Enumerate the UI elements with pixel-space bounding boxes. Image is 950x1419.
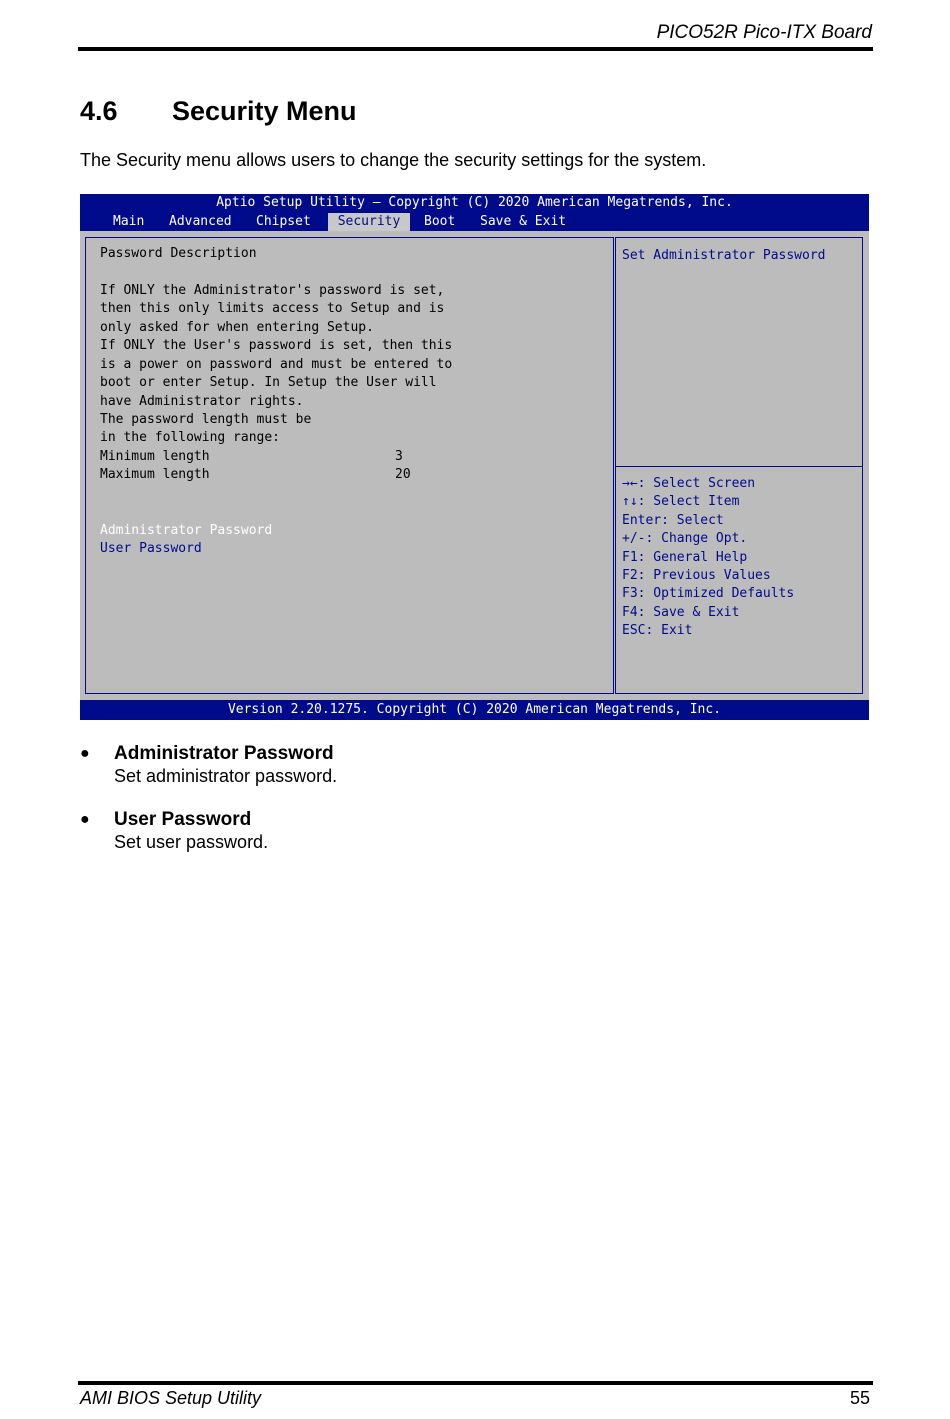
max-length-label: Maximum length — [100, 467, 210, 482]
bios-screenshot — [80, 194, 869, 720]
bullet-description: Set administrator password. — [114, 766, 338, 786]
bios-title-bar: Aptio Setup Utility – Copyright (C) 2020 American Megatrends, Inc. — [216, 195, 733, 210]
min-length-label: Minimum length — [100, 449, 210, 464]
desc-line: If ONLY the Administrator's password is set, — [100, 283, 445, 298]
running-header: PICO52R Pico-ITX Board — [656, 22, 872, 43]
key-hint: Enter: Select — [622, 513, 724, 528]
bios-help-panel — [615, 237, 863, 694]
key-hint: →←: Select Screen — [622, 476, 756, 491]
tab-save-exit[interactable]: Save & Exit — [480, 214, 567, 229]
bios-body — [80, 231, 869, 700]
footer-title: AMI BIOS Setup Utility — [80, 1388, 262, 1408]
bullet-title: Administrator Password — [114, 743, 334, 764]
intro-paragraph: The Security menu allows users to change the security settings for the system. — [80, 150, 707, 170]
min-length-value: 3 — [395, 449, 403, 464]
desc-line: If ONLY the User's password is set, then this — [100, 338, 453, 353]
key-hint: F1: General Help — [622, 550, 748, 565]
section-heading — [80, 96, 357, 127]
bios-version-bar: Version 2.20.1275. Copyright (C) 2020 American Megatrends, Inc. — [227, 702, 722, 717]
desc-line: is a power on password and must be entered to — [100, 357, 453, 372]
tab-boot[interactable]: Boot — [424, 214, 456, 229]
page-number: 55 — [849, 1388, 870, 1408]
help-divider — [616, 466, 862, 467]
tab-chipset[interactable]: Chipset — [256, 214, 311, 229]
key-hint: F4: Save & Exit — [622, 605, 740, 620]
help-text: Set Administrator Password — [622, 248, 826, 263]
section-title: Security Menu — [172, 96, 357, 126]
key-hint: ↑↓: Select Item — [622, 494, 740, 509]
tab-advanced[interactable]: Advanced — [169, 214, 232, 229]
desc-line: The password length must be — [100, 412, 312, 427]
bios-tab-bar — [80, 213, 869, 231]
administrator-password-item[interactable]: Administrator Password — [100, 523, 273, 538]
footer-rule — [78, 1381, 873, 1385]
desc-line: boot or enter Setup. In Setup the User will — [100, 375, 437, 390]
header-rule — [78, 47, 873, 51]
desc-line: have Administrator rights. — [100, 394, 304, 409]
bullet-dot: ● — [80, 745, 90, 762]
desc-line: in the following range: — [100, 430, 281, 445]
key-hint: F3: Optimized Defaults — [622, 586, 795, 601]
section-number: 4.6 — [80, 96, 118, 126]
key-hint: F2: Previous Values — [622, 568, 771, 583]
bullet-dot: ● — [80, 811, 90, 828]
key-hint: +/-: Change Opt. — [622, 531, 748, 546]
bullet-description: Set user password. — [114, 832, 269, 852]
max-length-value: 20 — [395, 467, 411, 482]
desc-line: then this only limits access to Setup and is — [100, 301, 445, 316]
bullet-title: User Password — [114, 809, 252, 830]
bios-main-panel — [85, 237, 614, 694]
tab-security[interactable]: Security — [328, 213, 410, 231]
user-password-item[interactable]: User Password — [100, 541, 202, 556]
desc-line: Password Description — [100, 246, 257, 261]
key-hint: ESC: Exit — [622, 623, 693, 638]
desc-line: only asked for when entering Setup. — [100, 320, 374, 335]
tab-main[interactable]: Main — [113, 214, 145, 229]
